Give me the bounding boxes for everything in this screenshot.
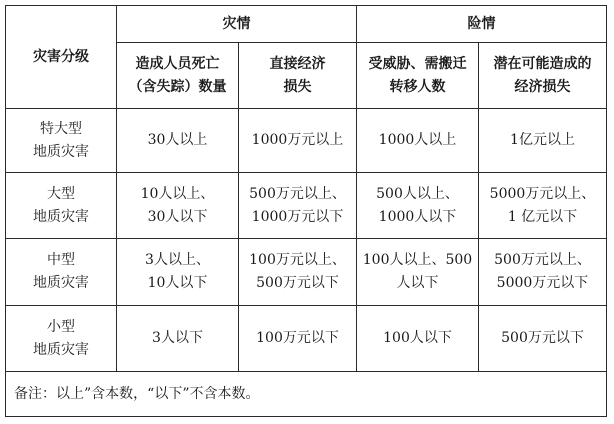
direct-loss-cell: [239, 109, 357, 173]
cell-line: 5000万元以上、: [489, 185, 596, 202]
cell-line: 100人以上、500: [362, 252, 473, 268]
potential-loss-cell: [479, 109, 607, 173]
column-header-potential-loss: [479, 43, 607, 109]
grade-line: 地质灾害: [33, 275, 89, 291]
threatened-people-cell: [357, 239, 479, 306]
cell-line: 1000万元以下: [251, 208, 344, 225]
table-row: [6, 109, 607, 173]
threatened-people-cell: [357, 173, 479, 239]
column-header-line: 经济损失: [514, 78, 571, 95]
cell-line: 1000万元以上: [251, 132, 344, 148]
grade-line: 特大型: [40, 120, 82, 137]
cell-line: 10人以下: [147, 275, 208, 291]
grade-line: 地质灾害: [33, 143, 89, 160]
potential-loss-cell: [479, 239, 607, 306]
cell-line: 1 亿元以下: [507, 208, 578, 225]
threatened-people-cell: [357, 109, 479, 173]
casualties-cell: [117, 306, 239, 372]
direct-loss-cell: [239, 306, 357, 372]
cell-line: 500万元以上、: [494, 252, 591, 268]
cell-line: 100人以下: [383, 330, 452, 346]
column-header-line: 损失: [283, 78, 312, 95]
cell-line: 500人以上、: [376, 185, 459, 202]
grade-line: 地质灾害: [33, 208, 89, 225]
column-header-threatened-people: [357, 43, 479, 109]
note-row: [6, 372, 607, 417]
grade-line: 小型: [47, 318, 75, 335]
table-note: 备注：以上”含本数，“以下”不含本数。: [6, 372, 607, 417]
column-header-line: 造成人员死亡: [135, 55, 220, 72]
direct-loss-cell: [239, 173, 357, 239]
grade-line: 中型: [47, 252, 75, 268]
cell-line: 10人以上、: [140, 185, 215, 202]
grade-cell: [6, 109, 117, 173]
disaster-grade-table-container: [5, 5, 607, 417]
cell-line: 3人以下: [152, 330, 203, 346]
danger-group-header: 险情: [357, 6, 607, 43]
column-header-line: 受威胁、需搬迁: [368, 55, 467, 72]
disaster-grade-table: [5, 5, 607, 417]
cell-line: 500万元以上、: [249, 185, 346, 202]
table-row: [6, 306, 607, 372]
casualties-cell: [117, 239, 239, 306]
grade-cell: [6, 306, 117, 372]
threatened-people-cell: [357, 306, 479, 372]
column-header-line: 转移人数: [389, 78, 446, 95]
grade-header: 灾害分级: [6, 6, 117, 109]
cell-line: 人以下: [396, 275, 439, 291]
grade-line: 地质灾害: [33, 341, 89, 358]
grade-cell: [6, 239, 117, 306]
cell-line: 1000人以上: [378, 132, 457, 148]
cell-line: 1000人以下: [378, 208, 457, 225]
column-header-casualties: [117, 43, 239, 109]
cell-line: 1亿元以上: [510, 132, 575, 148]
direct-loss-cell: [239, 239, 357, 306]
column-header-line: 潜在可能造成的: [493, 55, 592, 72]
potential-loss-cell: [479, 306, 607, 372]
casualties-cell: [117, 109, 239, 173]
cell-line: 500万元以下: [256, 275, 339, 291]
potential-loss-cell: [479, 173, 607, 239]
cell-line: 30人以上: [147, 132, 208, 148]
disaster-group-header: 灾情: [117, 6, 357, 43]
table-row: [6, 173, 607, 239]
cell-line: 100万元以下: [256, 330, 339, 346]
cell-line: 100万元以上、: [249, 252, 346, 268]
cell-line: 3人以上、: [145, 252, 210, 268]
table-row: [6, 239, 607, 306]
header-row-groups: [6, 6, 607, 43]
grade-line: 大型: [47, 185, 75, 202]
casualties-cell: [117, 173, 239, 239]
column-header-line: 直接经济: [269, 55, 326, 72]
grade-cell: [6, 173, 117, 239]
column-header-line: （含失踪）数量: [128, 78, 227, 95]
column-header-direct-loss: [239, 43, 357, 109]
cell-line: 30人以下: [147, 208, 208, 225]
cell-line: 500万元以下: [501, 330, 584, 346]
cell-line: 5000万元以下: [496, 275, 589, 291]
